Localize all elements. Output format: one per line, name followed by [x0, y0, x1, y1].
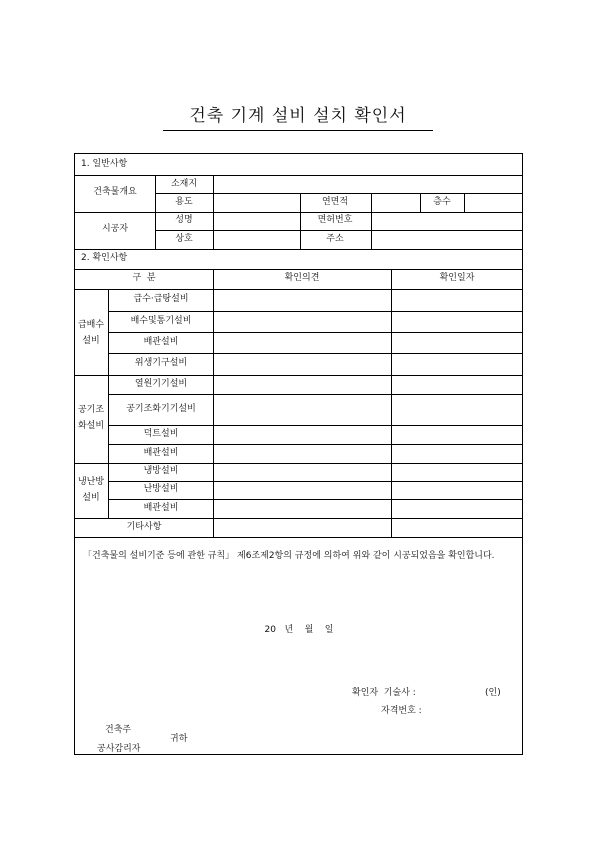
location-label: 소재지: [170, 179, 198, 189]
col-divider: [391, 269, 392, 537]
col-divider: [371, 193, 372, 249]
row-divider: [75, 249, 522, 250]
hvac-item: 덕트설비: [143, 429, 179, 439]
plumbing-group-label: 설비: [82, 336, 100, 346]
category-header: 구 분: [132, 273, 156, 283]
row-divider: [108, 425, 522, 426]
row-divider: [155, 230, 522, 231]
row-divider: [108, 311, 522, 312]
signer-label: 확인자 기술사 :: [352, 688, 416, 698]
row-divider: [108, 394, 522, 395]
heating-cooling-group-label: 설비: [82, 493, 100, 503]
row-divider: [108, 481, 522, 482]
row-divider: [75, 289, 522, 290]
seal-mark: (인): [485, 688, 501, 698]
col-divider: [464, 193, 465, 212]
other-notes-label: 기타사항: [126, 522, 162, 532]
honorific: 귀하: [170, 734, 188, 744]
name-label: 성명: [175, 215, 193, 225]
plumbing-group-label: 급배수: [77, 320, 105, 330]
document-title: 건축 기계 설비 설치 확인서: [163, 104, 433, 131]
row-divider: [75, 375, 522, 376]
floor-area-label: 연면적: [321, 197, 349, 207]
confirmation-statement: 「건축물의 설비기준 등에 관한 규칙」 제6조제2항의 규정에 의하여 위와 같이 시공되었음을 확인합니다.: [83, 551, 495, 561]
col-divider: [300, 193, 301, 249]
recipient-supervisor: 공사감리자: [97, 744, 141, 754]
col-divider: [213, 175, 214, 249]
col-divider: [420, 193, 421, 212]
section1-heading: 1. 일반사항: [81, 159, 128, 169]
date-header: 확인일자: [439, 273, 475, 283]
floors-label: 층수: [433, 197, 451, 207]
heating-cooling-item: 배관설비: [143, 503, 179, 513]
row-divider: [155, 193, 522, 194]
row-divider: [75, 212, 522, 213]
plumbing-item: 배수및통기설비: [130, 316, 192, 326]
plumbing-item: 위생기구설비: [134, 358, 188, 368]
hvac-item: 배관설비: [143, 448, 179, 458]
heating-cooling-item: 난방설비: [143, 484, 179, 494]
certificate-number-label: 자격번호 :: [381, 706, 422, 716]
confirmation-form: [74, 153, 523, 755]
license-number-label: 면허번호: [317, 215, 353, 225]
row-divider: [108, 499, 522, 500]
contractor-label: 시공자: [101, 224, 129, 234]
company-label: 상호: [175, 234, 193, 244]
row-divider: [75, 518, 522, 519]
hvac-group-label: 공기조: [77, 405, 105, 415]
hvac-item: 공기조화기기설비: [126, 404, 196, 414]
address-label: 주소: [326, 234, 344, 244]
recipient-owner: 건축주: [105, 725, 132, 735]
row-divider: [75, 269, 522, 270]
hvac-group-label: 화설비: [77, 421, 105, 431]
row-divider: [75, 175, 522, 176]
section2-heading: 2. 확인사항: [81, 253, 128, 263]
date-line: 20 년 월 일: [264, 625, 334, 635]
hvac-item: 열원기기설비: [134, 379, 188, 389]
col-divider: [213, 269, 214, 537]
col-divider: [155, 175, 156, 249]
plumbing-item: 급수·급탕설비: [133, 294, 189, 304]
row-divider: [108, 353, 522, 354]
opinion-header: 확인의견: [284, 273, 320, 283]
row-divider: [108, 332, 522, 333]
row-divider: [75, 463, 522, 464]
building-overview-label: 건축물개요: [93, 187, 137, 197]
col-divider: [108, 289, 109, 518]
heating-cooling-group-label: 냉난방: [77, 477, 105, 487]
row-divider: [108, 444, 522, 445]
plumbing-item: 배관설비: [143, 337, 179, 347]
use-label: 용도: [175, 197, 193, 207]
row-divider: [75, 537, 522, 538]
heating-cooling-item: 냉방설비: [143, 466, 179, 476]
